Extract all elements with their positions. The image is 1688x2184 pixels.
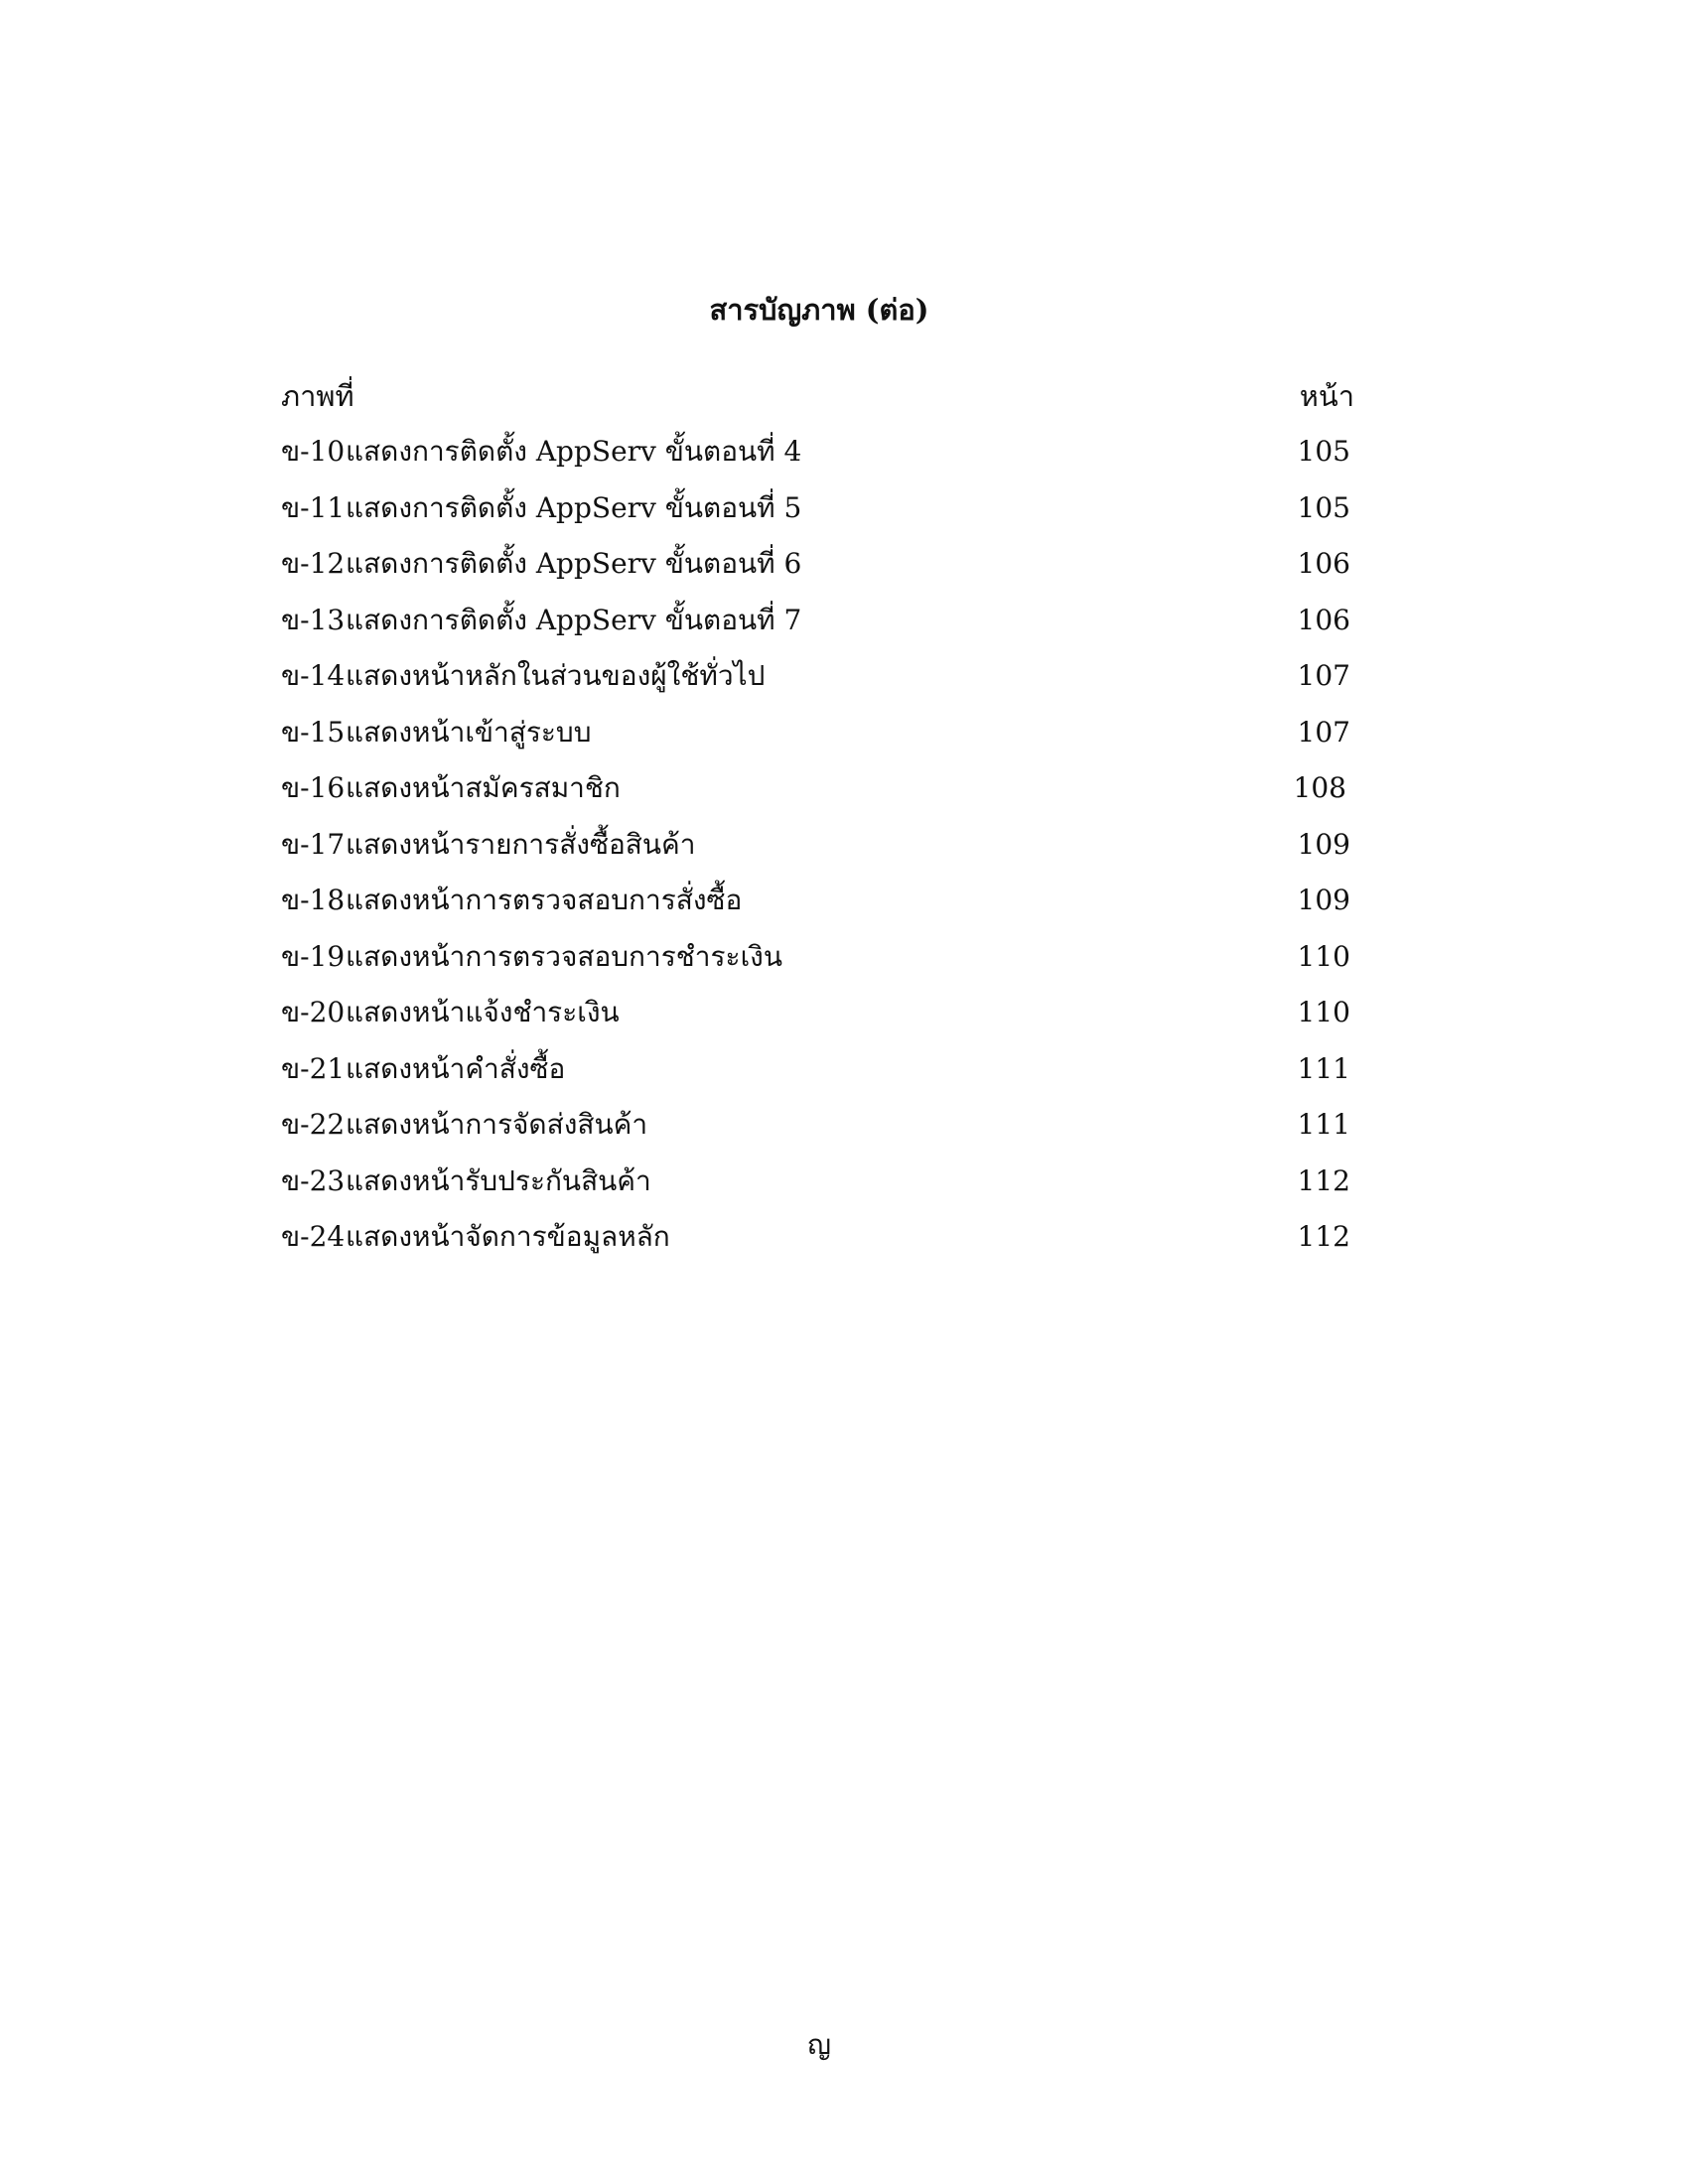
figure-number: ข-16 [281, 771, 346, 804]
figure-page: 109 [1297, 884, 1350, 916]
figure-page: 111 [1297, 1051, 1350, 1085]
page-number: ญ [807, 2028, 831, 2061]
figure-number: ข-19 [281, 939, 346, 973]
figure-title: แสดงการติดตั้ง AppServ ขั้นตอนที่ 5 [346, 490, 802, 524]
figure-number: ข-14 [281, 659, 346, 692]
figure-number: ข-23 [281, 1163, 346, 1197]
figure-title: แสดงหน้าการจัดส่งสินค้า [346, 1108, 648, 1141]
figure-title: แสดงการติดตั้ง AppServ ขั้นตอนที่ 7 [346, 603, 802, 636]
figure-page: 112 [1297, 1220, 1350, 1253]
figure-number: ข-24 [281, 1220, 346, 1253]
figure-page: 106 [1297, 603, 1350, 636]
toc-entry [281, 430, 1354, 486]
figure-title: แสดงหน้ารายการสั่งซื้อสินค้า [346, 827, 696, 861]
figure-page: 105 [1297, 490, 1350, 524]
figure-title: แสดงหน้าคำสั่งซื้อ [346, 1051, 566, 1085]
figure-page: 107 [1297, 659, 1350, 692]
figure-title: แสดงการติดตั้ง AppServ ขั้นตอนที่ 4 [346, 435, 802, 468]
figure-number: ข-18 [281, 884, 346, 916]
toc-entry [281, 486, 1354, 543]
figure-page: 108 [1293, 771, 1346, 804]
toc-entry [281, 1103, 1354, 1160]
figure-title: แสดงหน้าการตรวจสอบการสั่งซื้อ [346, 884, 743, 916]
figure-title: แสดงหน้าเข้าสู่ระบบ [346, 715, 592, 749]
page-title: สารบัญภาพ (ต่อ) [709, 293, 929, 327]
toc-header [281, 375, 1354, 417]
toc-entry [281, 766, 1354, 823]
toc-entry [281, 654, 1354, 711]
toc-entry [281, 935, 1354, 992]
figure-number: ข-15 [281, 715, 346, 749]
figure-page: 106 [1297, 547, 1350, 580]
figure-page: 112 [1297, 1163, 1350, 1197]
toc-entry [281, 879, 1354, 935]
figure-title: แสดงหน้าแจ้งชำระเงิน [346, 996, 620, 1028]
figure-title: แสดงหน้าสมัครสมาชิก [346, 771, 621, 804]
figure-page: 110 [1297, 996, 1350, 1028]
page-column-label: หน้า [1299, 379, 1354, 413]
toc-entry [281, 542, 1354, 599]
toc-entry [281, 599, 1354, 655]
figure-list [281, 430, 1354, 1272]
toc-entry [281, 711, 1354, 767]
figure-number: ข-17 [281, 827, 346, 861]
figure-column-label: ภาพที่ [281, 379, 354, 413]
figure-title: แสดงการติดตั้ง AppServ ขั้นตอนที่ 6 [346, 547, 802, 580]
figure-number: ข-13 [281, 603, 346, 636]
figure-number: ข-21 [281, 1051, 346, 1085]
figure-title: แสดงหน้าหลักในส่วนของผู้ใช้ทั่วไป [346, 659, 766, 692]
figure-number: ข-11 [281, 490, 346, 524]
figure-page: 110 [1297, 939, 1350, 973]
figure-title: แสดงหน้าการตรวจสอบการชำระเงิน [346, 939, 782, 973]
toc-entry [281, 823, 1354, 880]
figure-page: 111 [1297, 1108, 1350, 1141]
toc-entry [281, 1215, 1354, 1272]
figure-number: ข-22 [281, 1108, 346, 1141]
figure-number: ข-12 [281, 547, 346, 580]
toc-entry [281, 991, 1354, 1047]
figure-page: 109 [1297, 827, 1350, 861]
figure-page: 105 [1297, 435, 1350, 468]
figure-title: แสดงหน้ารับประกันสินค้า [346, 1163, 651, 1197]
figure-title: แสดงหน้าจัดการข้อมูลหลัก [346, 1220, 670, 1253]
figure-number: ข-20 [281, 996, 346, 1028]
toc-entry [281, 1160, 1354, 1216]
toc-entry [281, 1047, 1354, 1104]
figure-page: 107 [1297, 715, 1350, 749]
figure-number: ข-10 [281, 435, 346, 468]
